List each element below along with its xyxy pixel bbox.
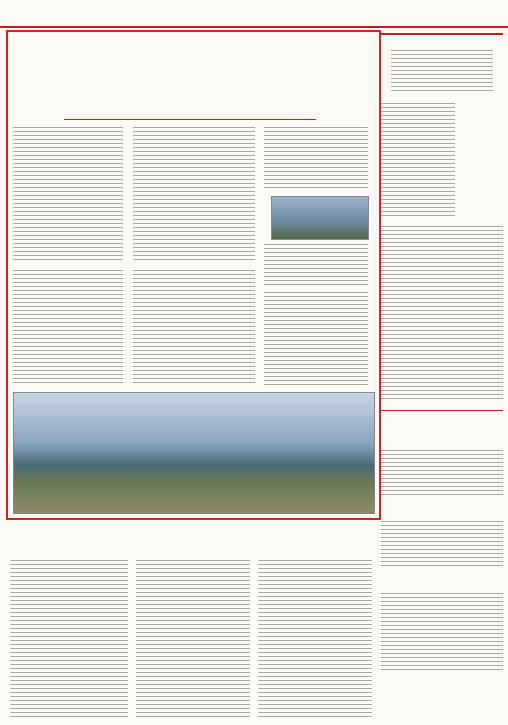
article-column-3-end xyxy=(264,292,368,386)
article-column-2-lower xyxy=(133,270,255,386)
brief-body-1 xyxy=(381,450,503,498)
article-column-1-lower xyxy=(13,270,123,386)
commentary-body-1 xyxy=(381,103,455,218)
article-column-1 xyxy=(13,127,123,263)
bridge-photo xyxy=(271,196,369,240)
bottom-article-column-2 xyxy=(136,560,250,720)
brief-body-3 xyxy=(381,593,503,673)
article-column-2 xyxy=(133,127,255,263)
bottom-article-column-3 xyxy=(258,560,372,720)
brief-body-2 xyxy=(381,521,503,569)
sidebar-summary xyxy=(391,50,493,92)
bottom-article-column-1 xyxy=(10,560,128,720)
article-column-3-lower xyxy=(264,244,368,286)
article-column-3 xyxy=(264,127,368,188)
headline-divider xyxy=(64,119,316,120)
sidebar-divider xyxy=(381,410,503,411)
commentary-body-2 xyxy=(381,226,503,402)
city-river-photo xyxy=(13,392,375,514)
sidebar-top-rule xyxy=(381,33,503,35)
newspaper-header xyxy=(0,0,508,28)
